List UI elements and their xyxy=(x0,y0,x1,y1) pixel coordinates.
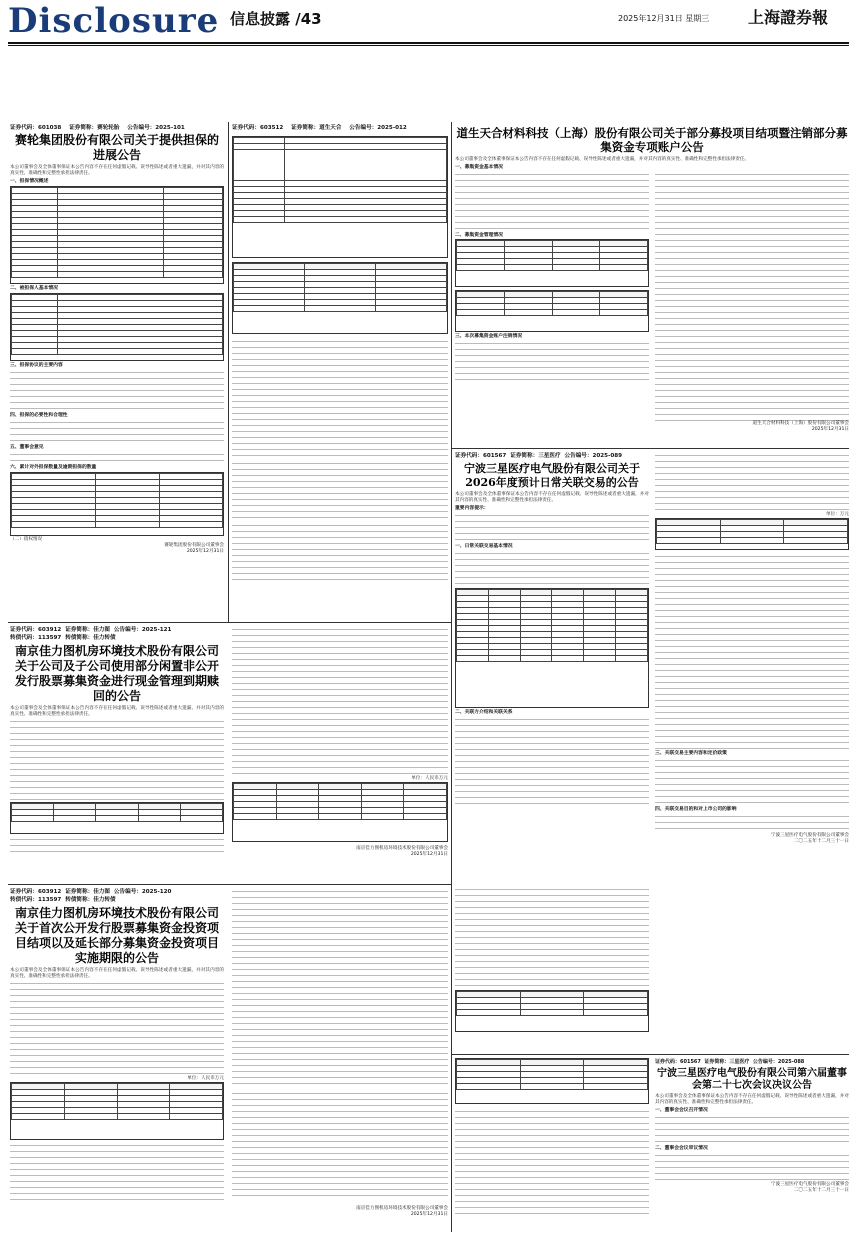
stock-code: 证券代码：601567 xyxy=(455,453,507,459)
stock-code: 证券代码：603512 xyxy=(232,125,284,131)
section-heading: 四、关联交易目的和对上市公司的影响 xyxy=(655,807,737,812)
section-heading: 二、关联方介绍和关联关系 xyxy=(455,710,513,715)
notice-title: 南京佳力图机房环境技术股份有限公司关于首次公开发行股票募集资金投资项目结项以及延长部分募集资金投资项目实施期限的公告 xyxy=(14,906,219,965)
bond-short-name: 转债简称：佳力转债 xyxy=(65,897,116,903)
section-heading: 二、董事会会议审议情况 xyxy=(655,1146,708,1151)
stock-code: 证券代码：603912 xyxy=(10,627,62,633)
body-text xyxy=(455,340,649,380)
body-text xyxy=(10,1142,224,1202)
notice-sanxing-related-transactions xyxy=(455,452,849,882)
section-heading: 三、担保协议的主要内容 xyxy=(10,363,63,368)
notice-jialitu-cash-management xyxy=(10,626,224,881)
project-info-grid xyxy=(233,137,447,223)
notice-sanxing-board-resolution xyxy=(655,1058,849,1232)
signoff-company: 宁波三星医疗电气股份有限公司董事会 xyxy=(770,833,849,838)
project-investment-grid xyxy=(11,1083,223,1120)
guaranteed-party-table xyxy=(10,293,224,361)
notice-sanxing-related-cont xyxy=(455,886,649,1050)
notice-title: 宁波三星医疗电气股份有限公司第六届董事会第二十七次会议决议公告 xyxy=(657,1068,847,1091)
signoff-date: 2025年12月31日 xyxy=(186,549,224,554)
project-investment-table xyxy=(10,1082,224,1140)
notice-title: 道生天合材料科技（上海）股份有限公司关于部分募投项目结项暨注销部分募集资金专项账户公告 xyxy=(456,126,848,154)
notice-number: 公告编号：2025-088 xyxy=(752,1059,805,1065)
body-text xyxy=(10,980,224,1076)
body-text xyxy=(655,171,849,421)
stock-short-name: 证券简称：佳力图 xyxy=(65,889,110,895)
masthead-date: 2025年12月31日 星期三 xyxy=(618,14,710,23)
account-table-2 xyxy=(455,290,649,332)
signoff-company: 宁波三星医疗电气股份有限公司董事会 xyxy=(770,1182,849,1187)
related-party-financial-grid xyxy=(456,1059,648,1090)
unit-label: 单位：万元 xyxy=(826,512,849,517)
stock-short-name: 证券简称：三星医疗 xyxy=(704,1059,750,1065)
notice-daosheng-project xyxy=(232,124,448,619)
body-text xyxy=(455,716,649,806)
body-text xyxy=(232,626,448,776)
project-info-table xyxy=(232,136,448,258)
notice-daosheng-main xyxy=(455,124,849,446)
section-heading: 一、日常关联交易基本情况 xyxy=(455,544,513,549)
guaranteed-party-grid xyxy=(11,294,223,355)
signoff-company: 南京佳力图机房环境技术股份有限公司董事会 xyxy=(356,846,448,851)
fund-usage-grid xyxy=(233,263,447,312)
masthead-section: 信息披露 /43 xyxy=(230,10,322,28)
section-separator xyxy=(8,884,451,885)
body-text xyxy=(10,451,224,463)
related-transactions-grid xyxy=(456,589,648,662)
body-text xyxy=(455,512,649,542)
account-grid-2 xyxy=(456,291,648,316)
section-separator xyxy=(452,1054,849,1055)
notice-code-line xyxy=(232,124,448,132)
body-text xyxy=(455,171,649,231)
signoff-date: 二〇二五年十二月三十一日 xyxy=(793,839,849,844)
body-text xyxy=(232,888,448,1088)
signoff-company: 南京佳力图机房环境技术股份有限公司董事会 xyxy=(356,1206,448,1211)
redemption-table xyxy=(10,802,224,834)
body-text xyxy=(655,757,849,805)
cash-management-grid xyxy=(233,783,447,820)
notice-title: 宁波三星医疗电气股份有限公司关于2026年度预计日常关联交易的公告 xyxy=(464,462,640,489)
notice-number: 公告编号：2025-012 xyxy=(349,125,407,131)
account-table xyxy=(455,239,649,287)
related-party-table xyxy=(455,990,649,1032)
body-text xyxy=(655,553,849,749)
masthead-disclosure: Disclosure xyxy=(8,1,220,41)
two-column-layout xyxy=(455,452,849,845)
body-text xyxy=(10,718,224,800)
signoff-company: 赛轮集团股份有限公司董事会 xyxy=(164,543,224,548)
financial-table xyxy=(655,518,849,550)
body-text xyxy=(455,886,649,986)
notice-title: 南京佳力图机房环境技术股份有限公司关于公司及子公司使用部分闲置非公开发行股票募集资金进行现金管理到期赎回的公告 xyxy=(14,644,219,703)
section-separator xyxy=(8,622,451,623)
notice-intro: 本公司董事会及全体董事保证本公告内容不存在任何虚假记载、误导性陈述或者重大遗漏，并对其内容的真实性、准确性和完整性承担法律责任。 xyxy=(10,706,224,717)
section-heading: 一、担保情况概述 xyxy=(10,179,49,184)
notice-sailun-guarantee xyxy=(10,124,224,619)
notice-code-line xyxy=(10,626,224,634)
signoff-date: 2025年12月31日 xyxy=(410,1212,448,1217)
masthead-rule xyxy=(8,42,849,44)
notice-sanxing-related-tail xyxy=(455,1058,649,1232)
stock-short-name: 证券简称：赛轮轮胎 xyxy=(69,125,120,131)
masthead-rule-thin xyxy=(8,45,849,46)
financial-grid xyxy=(656,519,848,544)
stock-code: 证券代码：601038 xyxy=(10,125,62,131)
section-heading: 重要内容提示： xyxy=(455,506,489,511)
body-text xyxy=(10,369,224,411)
notice-code-line xyxy=(10,124,224,132)
masthead-brand: 上海證券報 xyxy=(748,8,829,27)
fund-usage-table xyxy=(232,262,448,334)
column-separator xyxy=(228,122,229,622)
signoff-company: 道生天合材料科技（上海）股份有限公司董事会 xyxy=(752,421,849,426)
body-text xyxy=(232,338,448,458)
notice-intro: 本公司董事会及全体董事保证本公告内容不存在任何虚假记载、误导性陈述或者重大遗漏，并对其内容的真实性、准确性和完整性承担法律责任。 xyxy=(10,968,224,979)
section-heading: 一、董事会会议召开情况 xyxy=(655,1108,708,1113)
stock-short-name: 证券简称：佳力图 xyxy=(65,627,110,633)
section-heading: 六、累计对外担保数量及逾期担保的数量 xyxy=(10,465,97,470)
unit-label: 单位：人民币万元 xyxy=(411,776,448,781)
body-text xyxy=(655,1114,849,1144)
section-heading: 三、关联交易主要内容和定价政策 xyxy=(655,751,727,756)
body-text xyxy=(655,1152,849,1182)
section-heading: 三、本次募集资金账户注销情况 xyxy=(455,334,523,339)
stock-code: 证券代码：601567 xyxy=(655,1059,701,1065)
section-heading: 四、担保的必要性和合理性 xyxy=(10,413,68,418)
body-text xyxy=(655,452,849,512)
left-column xyxy=(455,452,649,845)
section-heading: 二、被担保人基本情况 xyxy=(10,286,58,291)
section-heading: 二、募集资金管理情况 xyxy=(455,233,503,238)
notice-intro: 本公司董事会及全体董事保证本公告内容不存在任何虚假记载、误导性陈述或者重大遗漏，并对其内容的真实性、准确性和完整性承担法律责任。 xyxy=(655,1094,849,1105)
column-separator xyxy=(451,122,452,1232)
bond-code: 转债代码：113597 xyxy=(10,897,62,903)
stock-short-name: 证券简称：三星医疗 xyxy=(510,453,561,459)
notice-number: 公告编号：2025-089 xyxy=(564,453,623,459)
section-heading: 一、募集资金基本情况 xyxy=(455,165,503,170)
notice-code-line xyxy=(455,452,649,460)
bond-code: 转债代码：113597 xyxy=(10,635,62,641)
table-note: （二）债权情况 xyxy=(10,537,43,542)
cumulative-guarantee-table xyxy=(10,472,224,536)
signoff-date: 二〇二五年十二月三十一日 xyxy=(793,1188,849,1193)
related-transactions-table xyxy=(455,588,649,708)
cash-management-table xyxy=(232,782,448,842)
bond-code-line xyxy=(10,634,224,642)
body-text xyxy=(455,550,649,586)
body-column xyxy=(655,171,849,433)
body-text xyxy=(10,836,224,856)
section-heading: 五、董事会意见 xyxy=(10,445,44,450)
notice-code-line xyxy=(655,1058,849,1066)
body-text xyxy=(232,1090,448,1200)
body-text xyxy=(232,522,448,582)
body-text xyxy=(10,419,224,443)
section-separator xyxy=(452,448,849,449)
cumulative-guarantee-grid xyxy=(11,473,223,528)
signoff-date: 2025年12月31日 xyxy=(410,852,448,857)
notice-number: 公告编号：2025-101 xyxy=(127,125,185,131)
masthead xyxy=(0,0,857,42)
account-grid xyxy=(456,240,648,271)
right-column xyxy=(655,452,849,845)
body-text xyxy=(232,460,448,520)
body-column xyxy=(455,171,649,433)
notice-title: 赛轮集团股份有限公司关于提供担保的进展公告 xyxy=(14,133,219,162)
notice-number: 公告编号：2025-121 xyxy=(113,627,172,633)
notice-intro: 本公司董事会及全体董事保证本公告内容不存在任何虚假记载、误导性陈述或者重大遗漏，并对其内容的真实性、准确性和完整性承担法律责任。 xyxy=(10,165,224,176)
body-text xyxy=(455,1108,649,1218)
notice-jialitu-cash-management-cont xyxy=(232,626,448,881)
related-party-financial-table xyxy=(455,1058,649,1104)
notice-jialitu-project-completion xyxy=(10,888,224,1232)
related-party-grid xyxy=(456,991,648,1016)
notice-intro: 本公司董事会及全体董事保证本公告内容不存在任何虚假记载、误导性陈述或者重大遗漏，并对其内容的真实性、准确性和完整性承担法律责任。 xyxy=(455,157,750,162)
notice-code-line xyxy=(10,888,224,896)
stock-code: 证券代码：603912 xyxy=(10,889,62,895)
signoff-date: 2025年12月31日 xyxy=(811,427,849,432)
bond-code-line xyxy=(10,896,224,904)
guarantee-table xyxy=(10,186,224,284)
body-text xyxy=(655,813,849,833)
two-column-body xyxy=(455,171,849,433)
redemption-grid xyxy=(11,803,223,822)
notice-jialitu-project-completion-cont xyxy=(232,888,448,1232)
notice-intro: 本公司董事会及全体董事保证本公告内容不存在任何虚假记载、误导性陈述或者重大遗漏，并对其内容的真实性、准确性和完整性承担法律责任。 xyxy=(455,492,649,503)
guarantee-table-grid xyxy=(11,187,223,278)
unit-label: 单位：人民币万元 xyxy=(187,1076,224,1081)
bond-short-name: 转债简称：佳力转债 xyxy=(65,635,116,641)
stock-short-name: 证券简称：道生天合 xyxy=(291,125,342,131)
notice-number: 公告编号：2025-120 xyxy=(113,889,172,895)
